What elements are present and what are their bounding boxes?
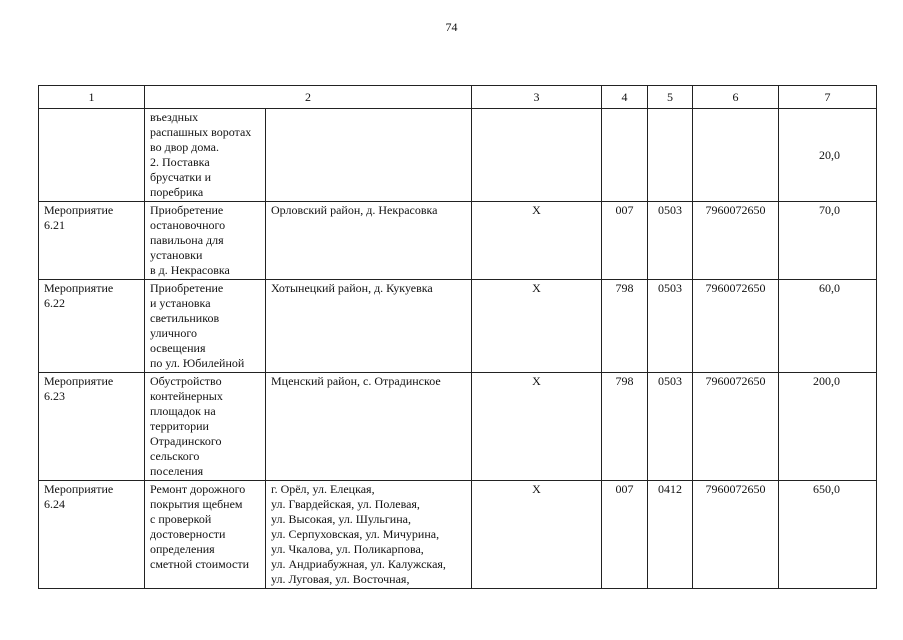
continuation-description: въездных распашных воротах во двор дома. 2. Поставка брусчатки и поребрика bbox=[145, 109, 266, 202]
row-col6: 7960072650 bbox=[693, 280, 779, 373]
header-col-4: 4 bbox=[602, 86, 648, 109]
header-col-5: 5 bbox=[648, 86, 693, 109]
table-row bbox=[39, 373, 877, 481]
row-description: Приобретение и установка светильников уличного освещения по ул. Юбилейной bbox=[145, 280, 266, 373]
continuation-amount: 20,0 bbox=[779, 109, 877, 202]
row-description: Обустройство контейнерных площадок на территории Отрадинского сельского поселения bbox=[145, 373, 266, 481]
row-description: Приобретение остановочного павильона для установки в д. Некрасовка bbox=[145, 202, 266, 280]
table-row bbox=[39, 481, 877, 589]
header-col-3: 3 bbox=[472, 86, 602, 109]
header-col-6: 6 bbox=[693, 86, 779, 109]
row-col7: 200,0 bbox=[779, 373, 877, 481]
budget-table bbox=[38, 85, 877, 589]
continuation-location bbox=[266, 109, 472, 202]
header-row bbox=[39, 86, 877, 109]
row-col5: 0412 bbox=[648, 481, 693, 589]
row-col5: 0503 bbox=[648, 280, 693, 373]
row-col4: 798 bbox=[602, 280, 648, 373]
row-code: Мероприятие 6.23 bbox=[39, 373, 145, 481]
row-col3: Х bbox=[472, 481, 602, 589]
row-col5: 0503 bbox=[648, 373, 693, 481]
row-col7: 70,0 bbox=[779, 202, 877, 280]
row-location: г. Орёл, ул. Елецкая, ул. Гвардейская, ул. Полевая, ул. Высокая, ул. Шульгина, ул. Серпуховская, ул. Мичурина, ул. Чкалова, ул. Поликарпова, ул. Андриабужная, ул. Калужская, ул. Луговая, ул. Восточная, bbox=[266, 481, 472, 589]
row-code: Мероприятие 6.21 bbox=[39, 202, 145, 280]
continuation-col4 bbox=[602, 109, 648, 202]
row-location: Орловский район, д. Некрасовка bbox=[266, 202, 472, 280]
continuation-row bbox=[39, 109, 877, 202]
row-location: Мценский район, с. Отрадинское bbox=[266, 373, 472, 481]
row-location: Хотынецкий район, д. Кукуевка bbox=[266, 280, 472, 373]
continuation-col6 bbox=[693, 109, 779, 202]
row-col6: 7960072650 bbox=[693, 373, 779, 481]
header-col-2: 2 bbox=[145, 86, 472, 109]
row-col7: 60,0 bbox=[779, 280, 877, 373]
row-code: Мероприятие 6.22 bbox=[39, 280, 145, 373]
continuation-col5 bbox=[648, 109, 693, 202]
row-col5: 0503 bbox=[648, 202, 693, 280]
continuation-code bbox=[39, 109, 145, 202]
row-col7: 650,0 bbox=[779, 481, 877, 589]
table-row bbox=[39, 202, 877, 280]
header-col-1: 1 bbox=[39, 86, 145, 109]
page-number: 74 bbox=[445, 20, 458, 34]
row-code: Мероприятие 6.24 bbox=[39, 481, 145, 589]
table-row bbox=[39, 280, 877, 373]
header-col-7: 7 bbox=[779, 86, 877, 109]
row-col3: Х bbox=[472, 202, 602, 280]
row-col4: 007 bbox=[602, 481, 648, 589]
row-description: Ремонт дорожного покрытия щебнем с проверкой достоверности определения сметной стоимости bbox=[145, 481, 266, 589]
row-col3: Х bbox=[472, 280, 602, 373]
row-col6: 7960072650 bbox=[693, 202, 779, 280]
row-col4: 798 bbox=[602, 373, 648, 481]
row-col4: 007 bbox=[602, 202, 648, 280]
row-col6: 7960072650 bbox=[693, 481, 779, 589]
continuation-col3 bbox=[472, 109, 602, 202]
row-col3: Х bbox=[472, 373, 602, 481]
